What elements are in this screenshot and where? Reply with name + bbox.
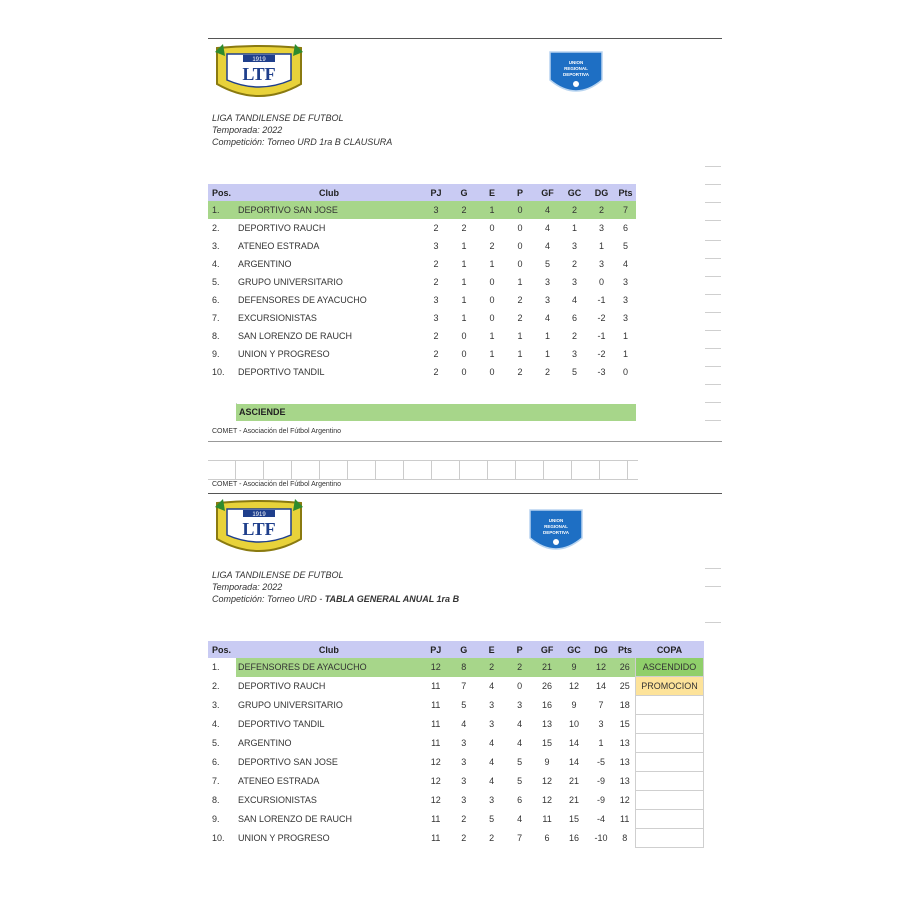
table-cell: 1 bbox=[461, 241, 467, 251]
table-row bbox=[208, 772, 704, 791]
table-cell: 2 bbox=[571, 259, 577, 269]
table-cell: 11 bbox=[431, 681, 441, 691]
svg-text:LTF: LTF bbox=[242, 519, 276, 539]
table-cell: 0 bbox=[517, 223, 523, 233]
table-row bbox=[208, 237, 636, 255]
table-cell: 11 bbox=[620, 814, 630, 824]
table-row bbox=[208, 677, 704, 696]
copa-cell bbox=[635, 829, 703, 848]
table-header bbox=[208, 641, 704, 658]
table-cell: 13 bbox=[619, 738, 630, 748]
table-cell: 9 bbox=[544, 757, 550, 767]
table-cell: -1 bbox=[597, 331, 606, 341]
table-cell: 7 bbox=[615, 201, 636, 219]
table-cell: 0 bbox=[489, 367, 495, 377]
table-cell: 0 bbox=[489, 295, 495, 305]
table-cell: 1 bbox=[478, 201, 506, 219]
table-cell: 2 bbox=[478, 658, 506, 677]
table-cell: 4 bbox=[571, 295, 577, 305]
table-cell: 3 bbox=[517, 700, 523, 710]
table-cell: 16 bbox=[569, 833, 580, 843]
table-cell: 2 bbox=[588, 201, 615, 219]
table-cell: 3 bbox=[422, 201, 450, 219]
table-cell: 2 bbox=[517, 295, 523, 305]
table-row bbox=[208, 715, 704, 734]
svg-text:UNION: UNION bbox=[568, 60, 584, 65]
competition: Competición: Torneo URD - TABLA GENERAL ANUAL 1ra B bbox=[212, 594, 460, 604]
table-cell: 4 bbox=[461, 719, 467, 729]
table-cell: 3 bbox=[622, 277, 628, 287]
table-row bbox=[208, 255, 636, 273]
table-cell: 9 bbox=[561, 658, 588, 677]
table-cell: 2 bbox=[461, 814, 467, 824]
table-cell: 2 bbox=[561, 201, 588, 219]
position-cell: 6. bbox=[212, 295, 220, 305]
season: Temporada: 2022 bbox=[212, 582, 283, 592]
table-cell: 2 bbox=[433, 259, 439, 269]
club-cell: DEFENSORES DE AYACUCHO bbox=[238, 295, 367, 305]
table-cell: 12 bbox=[619, 795, 630, 805]
table-cell: 1 bbox=[517, 349, 523, 359]
table-cell: 3 bbox=[489, 700, 495, 710]
table-cell: 5 bbox=[544, 259, 550, 269]
table-cell: 5 bbox=[517, 757, 523, 767]
svg-text:DEPORTIVA: DEPORTIVA bbox=[543, 530, 569, 535]
table-cell: 2 bbox=[461, 833, 467, 843]
position-cell: 3. bbox=[212, 241, 220, 251]
position-cell: 1. bbox=[208, 201, 236, 219]
club-cell: DEPORTIVO SAN JOSE bbox=[237, 757, 338, 767]
table-cell: 14 bbox=[569, 757, 580, 767]
separator bbox=[208, 441, 722, 442]
club-cell: GRUPO UNIVERSITARIO bbox=[237, 700, 343, 710]
table-cell: 1 bbox=[544, 349, 550, 359]
table-cell: 1 bbox=[622, 349, 628, 359]
column-header: DG bbox=[588, 184, 615, 201]
table-cell: -9 bbox=[596, 776, 605, 786]
club-cell: DEFENSORES DE AYACUCHO bbox=[236, 658, 422, 677]
table-header bbox=[208, 184, 636, 201]
table-cell: 13 bbox=[542, 719, 553, 729]
table-cell: 13 bbox=[619, 757, 630, 767]
table-cell: 4 bbox=[489, 776, 495, 786]
footer-repeat: COMET - Asociación del Fútbol Argentino bbox=[212, 481, 342, 488]
table-cell: 4 bbox=[622, 259, 628, 269]
table-cell: 3 bbox=[489, 795, 495, 805]
club-cell: ARGENTINO bbox=[237, 738, 292, 748]
table-cell: 3 bbox=[622, 313, 628, 323]
table-cell: 25 bbox=[619, 681, 630, 691]
table-cell: 4 bbox=[534, 201, 561, 219]
table-row bbox=[208, 734, 704, 753]
position-cell: 5. bbox=[212, 277, 220, 287]
table-cell: 18 bbox=[619, 700, 630, 710]
column-header: E bbox=[478, 184, 506, 201]
ltf-logo-icon bbox=[213, 499, 305, 559]
club-cell: SAN LORENZO DE RAUCH bbox=[238, 331, 353, 341]
position-cell: 7. bbox=[212, 776, 220, 786]
urd-logo-icon bbox=[546, 50, 606, 98]
table-row bbox=[208, 810, 704, 829]
table-cell: 3 bbox=[544, 277, 550, 287]
table-cell: 0 bbox=[506, 201, 534, 219]
table-cell: 1 bbox=[489, 259, 495, 269]
table-cell: 3 bbox=[461, 776, 467, 786]
club-cell: DEPORTIVO RAUCH bbox=[237, 681, 326, 691]
table-cell: 26 bbox=[614, 658, 635, 677]
table-cell: 2 bbox=[433, 331, 439, 341]
column-header: GF bbox=[534, 641, 561, 658]
position-cell: 6. bbox=[212, 757, 220, 767]
table-cell: 0 bbox=[461, 367, 467, 377]
table-cell: 7 bbox=[598, 700, 604, 710]
column-header: Club bbox=[236, 641, 422, 658]
copa-cell bbox=[635, 772, 703, 791]
club-cell: UNION Y PROGRESO bbox=[238, 349, 330, 359]
table-cell: -4 bbox=[596, 814, 605, 824]
standings-table-anual bbox=[208, 641, 704, 848]
table-row bbox=[208, 363, 636, 381]
section1-info bbox=[212, 112, 392, 148]
table-cell: 4 bbox=[489, 757, 495, 767]
table-cell: 1 bbox=[461, 259, 467, 269]
legend-asciende: ASCIENDE bbox=[236, 404, 636, 421]
table-cell: 8 bbox=[622, 833, 628, 843]
club-cell: GRUPO UNIVERSITARIO bbox=[238, 277, 343, 287]
table-cell: 6 bbox=[622, 223, 628, 233]
table-cell: -3 bbox=[597, 367, 606, 377]
league-name: LIGA TANDILENSE DE FUTBOL bbox=[212, 113, 344, 123]
table-cell: 12 bbox=[542, 776, 553, 786]
column-header: GC bbox=[561, 641, 588, 658]
club-cell: ARGENTINO bbox=[238, 259, 292, 269]
table-cell: 9 bbox=[571, 700, 577, 710]
table-cell: -9 bbox=[596, 795, 605, 805]
table-cell: 12 bbox=[430, 776, 441, 786]
table-cell: 0 bbox=[489, 223, 495, 233]
table-cell: 3 bbox=[433, 295, 439, 305]
table-cell: 0 bbox=[517, 259, 523, 269]
table-cell: 12 bbox=[569, 681, 580, 691]
table-cell: 5 bbox=[461, 700, 467, 710]
table-row bbox=[208, 753, 704, 772]
table-cell: 13 bbox=[619, 776, 630, 786]
table-cell: -5 bbox=[596, 757, 605, 767]
table-cell: 14 bbox=[569, 738, 580, 748]
standings-table-clausura bbox=[208, 184, 636, 381]
table-cell: 14 bbox=[595, 681, 606, 691]
position-cell: 1. bbox=[208, 658, 236, 677]
club-cell: SAN LORENZO DE RAUCH bbox=[237, 814, 353, 824]
table-cell: 12 bbox=[542, 795, 553, 805]
table-cell: 5 bbox=[517, 776, 523, 786]
table-cell: 0 bbox=[517, 681, 523, 691]
svg-text:LTF: LTF bbox=[242, 64, 276, 84]
table-cell: 4 bbox=[544, 241, 550, 251]
position-cell: 10. bbox=[212, 367, 225, 377]
table-cell: 0 bbox=[489, 313, 495, 323]
column-header: P bbox=[506, 641, 534, 658]
table-cell: 4 bbox=[517, 719, 523, 729]
table-row bbox=[208, 791, 704, 810]
position-cell: 10. bbox=[212, 833, 225, 843]
table-cell: 3 bbox=[433, 313, 439, 323]
table-cell: 3 bbox=[622, 295, 628, 305]
club-cell: DEPORTIVO RAUCH bbox=[238, 223, 326, 233]
table-row bbox=[208, 829, 704, 848]
position-cell: 3. bbox=[212, 700, 220, 710]
table-cell: 3 bbox=[571, 241, 577, 251]
column-header: GF bbox=[534, 184, 561, 201]
table-cell: 21 bbox=[534, 658, 561, 677]
table-cell: 4 bbox=[517, 738, 523, 748]
club-cell: ATENEO ESTRADA bbox=[237, 776, 320, 786]
position-cell: 4. bbox=[212, 259, 220, 269]
table-cell: 1 bbox=[517, 331, 523, 341]
separator-2 bbox=[208, 493, 722, 494]
table-cell: 11 bbox=[431, 833, 441, 843]
table-cell: 3 bbox=[461, 738, 467, 748]
table-cell: 11 bbox=[542, 814, 552, 824]
copa-cell bbox=[635, 810, 703, 829]
copa-cell bbox=[635, 715, 703, 734]
table-cell: 12 bbox=[588, 658, 615, 677]
club-cell: EXCURSIONISTAS bbox=[237, 795, 317, 805]
column-header: Club bbox=[236, 184, 422, 201]
column-header: G bbox=[450, 641, 478, 658]
season: Temporada: 2022 bbox=[212, 125, 283, 135]
table-row bbox=[208, 696, 704, 715]
svg-text:1919: 1919 bbox=[252, 57, 266, 63]
svg-text:REGIONAL: REGIONAL bbox=[544, 524, 568, 529]
column-header: E bbox=[478, 641, 506, 658]
table-cell: 2 bbox=[517, 313, 523, 323]
table-cell: 5 bbox=[622, 241, 628, 251]
table-cell: 3 bbox=[571, 277, 577, 287]
table-cell: 4 bbox=[517, 814, 523, 824]
table-cell: 11 bbox=[431, 719, 441, 729]
table-row bbox=[208, 273, 636, 291]
column-header: Pos. bbox=[208, 184, 236, 201]
competition: Competición: Torneo URD 1ra B CLAUSURA bbox=[212, 137, 393, 147]
table-cell: 2 bbox=[489, 241, 495, 251]
table-cell: 1 bbox=[598, 241, 604, 251]
club-cell: DEPORTIVO SAN JOSE bbox=[236, 201, 422, 219]
table-cell: 15 bbox=[569, 814, 580, 824]
table-cell: 26 bbox=[542, 681, 553, 691]
table-cell: 8 bbox=[450, 658, 478, 677]
position-cell: 7. bbox=[212, 313, 220, 323]
table-row bbox=[208, 345, 636, 363]
table-cell: 4 bbox=[489, 681, 495, 691]
table-cell: 1 bbox=[571, 223, 577, 233]
svg-text:DEPORTIVA: DEPORTIVA bbox=[563, 72, 589, 77]
table-cell: 21 bbox=[569, 776, 580, 786]
column-header: P bbox=[506, 184, 534, 201]
table-row bbox=[208, 327, 636, 345]
top-border bbox=[208, 38, 722, 39]
column-header: GC bbox=[561, 184, 588, 201]
table-cell: 1 bbox=[461, 277, 467, 287]
table-cell: 1 bbox=[461, 295, 467, 305]
table-cell: 12 bbox=[430, 795, 441, 805]
table-cell: 2 bbox=[571, 331, 577, 341]
table-cell: 10 bbox=[569, 719, 580, 729]
table-row bbox=[208, 201, 636, 219]
club-cell: ATENEO ESTRADA bbox=[238, 241, 320, 251]
urd-logo-icon bbox=[526, 508, 586, 556]
table-cell: 2 bbox=[433, 277, 439, 287]
table-cell: 0 bbox=[517, 241, 523, 251]
table-cell: 1 bbox=[622, 331, 628, 341]
table-cell: 15 bbox=[619, 719, 630, 729]
table-cell: 12 bbox=[422, 658, 450, 677]
svg-text:1919: 1919 bbox=[252, 512, 266, 518]
section2-info bbox=[212, 569, 459, 605]
column-header: Pos. bbox=[208, 641, 236, 658]
table-footer: COMET - Asociación del Fútbol Argentino bbox=[212, 428, 342, 435]
table-cell: 3 bbox=[433, 241, 439, 251]
copa-cell bbox=[635, 734, 703, 753]
table-cell: 2 bbox=[461, 223, 467, 233]
column-header: G bbox=[450, 184, 478, 201]
table-cell: 12 bbox=[430, 757, 441, 767]
table-cell: 11 bbox=[431, 814, 441, 824]
column-header: PJ bbox=[422, 641, 450, 658]
table-cell: 4 bbox=[544, 223, 550, 233]
table-cell: 2 bbox=[450, 201, 478, 219]
copa-cell: ASCENDIDO bbox=[635, 658, 703, 677]
club-cell: EXCURSIONISTAS bbox=[238, 313, 317, 323]
svg-text:UNION: UNION bbox=[548, 518, 564, 523]
table-cell: 3 bbox=[544, 295, 550, 305]
table-cell: 1 bbox=[517, 277, 523, 287]
table-row bbox=[208, 219, 636, 237]
table-cell: 0 bbox=[622, 367, 628, 377]
table-cell: 4 bbox=[489, 738, 495, 748]
table-cell: -2 bbox=[597, 349, 606, 359]
table-cell: 1 bbox=[489, 349, 495, 359]
table-cell: 6 bbox=[517, 795, 523, 805]
table-cell: 0 bbox=[461, 331, 467, 341]
table-cell: 7 bbox=[461, 681, 467, 691]
table-cell: 1 bbox=[489, 331, 495, 341]
position-cell: 9. bbox=[212, 814, 220, 824]
table-cell: 3 bbox=[461, 795, 467, 805]
copa-cell: PROMOCION bbox=[635, 677, 703, 696]
position-cell: 4. bbox=[212, 719, 220, 729]
club-cell: DEPORTIVO TANDIL bbox=[238, 367, 325, 377]
table-cell: 16 bbox=[542, 700, 553, 710]
table-cell: 5 bbox=[489, 814, 495, 824]
table-cell: 0 bbox=[461, 349, 467, 359]
column-header: COPA bbox=[635, 641, 703, 658]
copa-cell bbox=[635, 753, 703, 772]
table-cell: 11 bbox=[431, 738, 441, 748]
ltf-logo-icon bbox=[213, 44, 305, 104]
table-cell: 2 bbox=[433, 367, 439, 377]
column-header: Pts bbox=[615, 184, 636, 201]
table-cell: 3 bbox=[598, 223, 604, 233]
legend-cell bbox=[208, 403, 237, 421]
table-cell: 2 bbox=[433, 223, 439, 233]
column-header: DG bbox=[588, 641, 615, 658]
copa-cell bbox=[635, 696, 703, 715]
table-cell: -1 bbox=[597, 295, 606, 305]
table-cell: 0 bbox=[598, 277, 604, 287]
table-cell: 3 bbox=[489, 719, 495, 729]
table-cell: 3 bbox=[461, 757, 467, 767]
table-cell: 5 bbox=[571, 367, 577, 377]
column-header: PJ bbox=[422, 184, 450, 201]
position-cell: 2. bbox=[212, 223, 220, 233]
table-cell: 2 bbox=[506, 658, 534, 677]
table-cell: 6 bbox=[571, 313, 577, 323]
position-cell: 8. bbox=[212, 795, 220, 805]
table-row bbox=[208, 309, 636, 327]
table-cell: 1 bbox=[461, 313, 467, 323]
table-cell: 11 bbox=[431, 700, 441, 710]
table-cell: 2 bbox=[544, 367, 550, 377]
table-cell: 2 bbox=[433, 349, 439, 359]
table-cell: 2 bbox=[517, 367, 523, 377]
table-cell: 0 bbox=[489, 277, 495, 287]
table-cell: 3 bbox=[598, 259, 604, 269]
empty-grid-row bbox=[208, 460, 638, 480]
club-cell: DEPORTIVO TANDIL bbox=[237, 719, 325, 729]
table-cell: 21 bbox=[569, 795, 580, 805]
table-cell: 3 bbox=[571, 349, 577, 359]
table-row bbox=[208, 291, 636, 309]
table-cell: -10 bbox=[594, 833, 608, 843]
position-cell: 5. bbox=[212, 738, 220, 748]
table-cell: -2 bbox=[597, 313, 606, 323]
table-cell: 7 bbox=[517, 833, 523, 843]
table-cell: 15 bbox=[542, 738, 553, 748]
table-cell: 6 bbox=[544, 833, 550, 843]
table-cell: 4 bbox=[544, 313, 550, 323]
position-cell: 9. bbox=[212, 349, 220, 359]
table-cell: 1 bbox=[544, 331, 550, 341]
table-row bbox=[208, 658, 704, 677]
position-cell: 8. bbox=[212, 331, 220, 341]
table-cell: 2 bbox=[489, 833, 495, 843]
table-cell: 1 bbox=[598, 738, 604, 748]
copa-cell bbox=[635, 791, 703, 810]
table-cell: 3 bbox=[598, 719, 604, 729]
svg-text:REGIONAL: REGIONAL bbox=[564, 66, 588, 71]
league-name: LIGA TANDILENSE DE FUTBOL bbox=[212, 570, 344, 580]
column-header: Pts bbox=[614, 641, 635, 658]
club-cell: UNION Y PROGRESO bbox=[237, 833, 330, 843]
position-cell: 2. bbox=[212, 681, 220, 691]
